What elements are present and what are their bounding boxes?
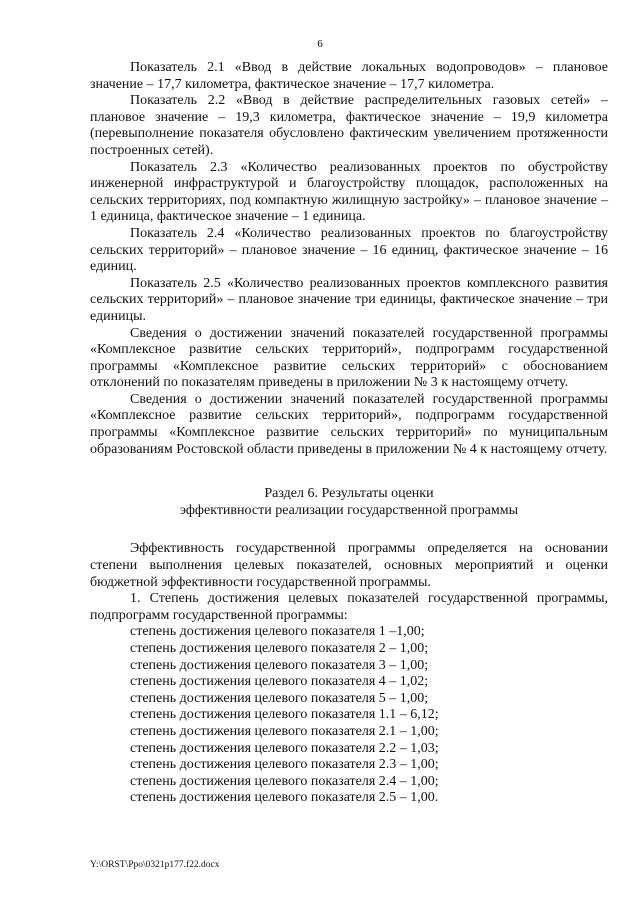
paragraph-appendix-4: Сведения о достижении значений показателей государственной программы «Комплексное развитие сельских территорий», подпрограмм государственной программы «Комплексное развитие сельских территорий» по муниципальным образованиям Ростовской области приведены в приложении № 4 к настоящему отчету. [90,391,608,457]
list-item: степень достижения целевого показателя 5 – 1,00; [130,690,429,706]
list-item: степень достижения целевого показателя 2.4 – 1,00; [130,773,439,789]
paragraph-indicator-2-3: Показатель 2.3 «Количество реализованных проектов по обустройству инженерной инфраструктурой и благоустройству площадок, расположенных на сельских территориях, под компактную жилищную застройку» – плановое значение – 1 единица, фактическое значение – 1 единица. [90,159,608,225]
footer-file-path: Y:\ORST\Ppo\0321p177.f22.docx [90,860,220,870]
list-item: степень достижения целевого показателя 2.2 – 1,03; [130,740,439,756]
page-number: 6 [317,38,323,50]
section-heading [90,486,608,519]
section-heading-line-2: эффективности реализации государственной программы [180,502,518,518]
list-item: степень достижения целевого показателя 2.1 – 1,00; [130,723,439,739]
paragraph-indicator-2-1: Показатель 2.1 «Ввод в действие локальных водопроводов» – плановое значение – 17,7 километра, фактическое значение – 17,7 километра. [90,60,608,92]
paragraph-appendix-3: Сведения о достижении значений показателей государственной программы «Комплексное развитие сельских территорий», подпрограмм государственной программы «Комплексное развитие сельских территорий» с обоснованием отклонений по показателям приведены в приложении № 3 к настоящему отчету. [90,325,608,391]
list-item: степень достижения целевого показателя 1 –1,00; [130,624,425,640]
section-heading-line-1: Раздел 6. Результаты оценки [264,486,434,502]
paragraph-degree-intro: 1. Степень достижения целевых показателей государственной программы, подпрограмм государственной программы: [90,591,608,623]
indicator-list [90,624,608,807]
list-item: степень достижения целевого показателя 2.5 – 1,00. [130,790,439,806]
list-item: степень достижения целевого показателя 2.3 – 1,00; [130,757,439,773]
list-item: степень достижения целевого показателя 4 – 1,02; [130,674,429,690]
document-body [90,60,608,807]
paragraph-indicator-2-2: Показатель 2.2 «Ввод в действие распределительных газовых сетей» – плановое значение – 19,3 километра, фактическое значение – 19,9 километра (перевыполнение показателя обусловлено фактическим увеличением протяженности построенных сетей). [90,93,608,158]
paragraph-indicator-2-5: Показатель 2.5 «Количество реализованных проектов комплексного развития сельских территорий» – плановое значение три единицы, фактическое значение – три единицы. [90,275,608,324]
paragraph-indicator-2-4: Показатель 2.4 «Количество реализованных проектов по благоустройству сельских территорий» – плановое значение – 16 единиц, фактическое значение – 16 единиц. [90,225,608,275]
list-item: степень достижения целевого показателя 2 – 1,00; [130,641,429,656]
paragraph-efficiency: Эффективность государственной программы определяется на основании степени выполнения целевых показателей, основных мероприятий и оценки бюджетной эффективности государственной программы. [90,541,608,590]
list-item: степень достижения целевого показателя 1.1 – 6,12; [130,707,439,723]
list-item: степень достижения целевого показателя 3 – 1,00; [130,657,429,673]
